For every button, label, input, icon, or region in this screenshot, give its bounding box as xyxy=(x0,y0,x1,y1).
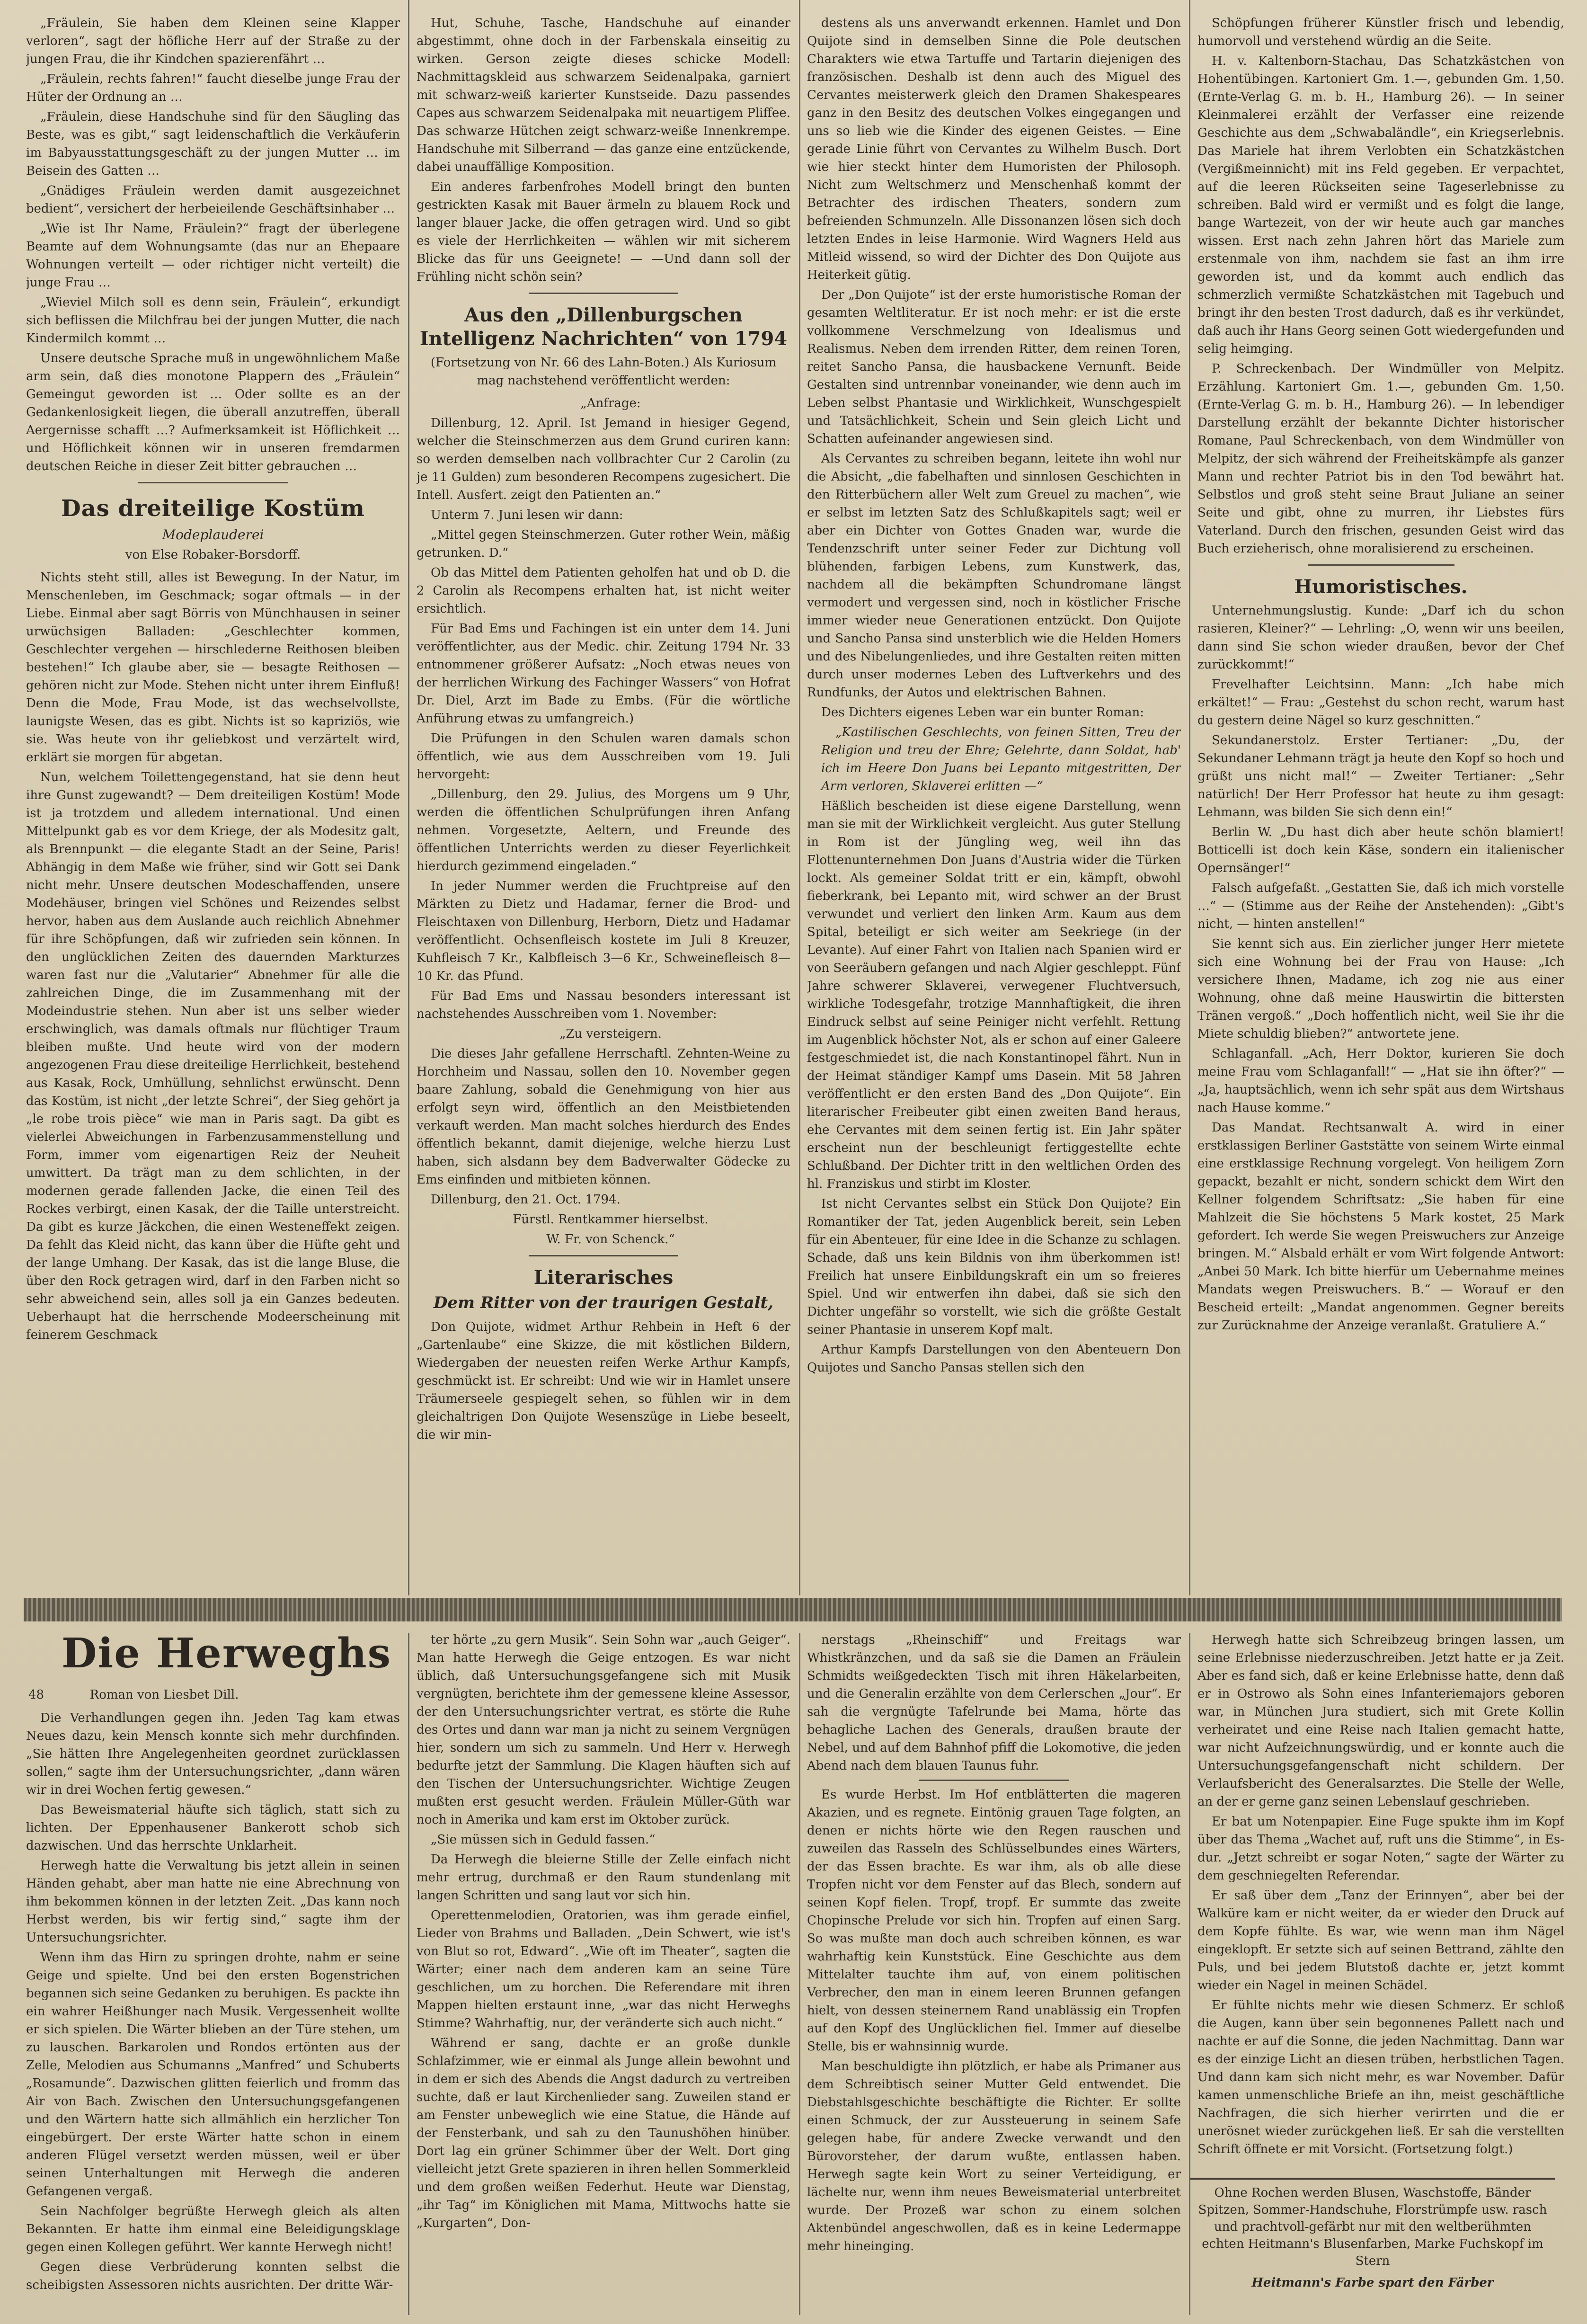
column-rule xyxy=(408,1633,409,2315)
novel-column-3 xyxy=(807,1631,1181,2315)
paragraph: Des Dichters eigenes Leben war ein bunter Roman: xyxy=(821,705,1144,720)
novel-column-4 xyxy=(1197,1631,1564,2173)
paragraph: „Wieviel Milch soll es denn sein, Fräulein“, erkundigt sich beflissen die Milchfrau bei der jungen Mutter, die nach Kindermilch kommt … xyxy=(26,295,400,346)
paragraph: ter hörte „zu gern Musik“. Sein Sohn war „auch Geiger“. Man hatte Herwegh die Geige entzogen. Es war nicht üblich, daß Untersuchungsgefangene sich mit Musik vergnügten, berichtete ihm der gemessene kleine Assessor, der den Untersuchungsrichter vertrat, es störte die Ruhe des Ortes und dann war man ja nicht zu seinem Vergnügen hier, sondern um sich zu sammeln. Und Herr v. Herwegh bedurfte jetzt der Sammlung. Die Klagen häuften sich auf den Tischen der Untersuchungsrichter. Wichtige Zeugen mußten erst gesucht werden. Fräulein Müller-Güth war noch in Amerika und kam erst im Oktober zurück. xyxy=(417,1633,790,1827)
paragraph: „Sie müssen sich in Geduld fassen.“ xyxy=(431,1833,656,1847)
paragraph: Dillenburg, 12. April. Ist Jemand in hiesiger Gegend, welcher die Steinschmerzen aus dem Grund curiren kann: so werden demselben nach vollbrachter Cur 2 Carolin (zu je 11 Gulden) zum besonderen Recompens zugesichert. Die Intell. Ausfert. zeigt den Patienten an.“ xyxy=(417,416,790,502)
article-title-kostuem: Das dreiteilige Kostüm xyxy=(61,495,365,522)
ad-slogan: Heitmann's Farbe spart den Färber xyxy=(1251,2276,1494,2290)
paragraph: Schöpfungen früherer Künstler frisch und lebendig, humorvoll und verstehend würdig an die Seite. xyxy=(1197,16,1564,48)
column-4 xyxy=(1197,14,1564,1595)
paragraph: Herwegh hatte die Verwaltung bis jetzt allein in seinen Händen gehabt, aber man hatte nie eine Abrechnung von ihm bekommen können in der letzten Zeit. „Das kann noch Herbst werden, bis wir fertig sind,“ sagte ihm der Untersuchungsrichter. xyxy=(26,1859,400,1945)
paragraph: Dillenburg, den 21. Oct. 1794. xyxy=(431,1193,621,1207)
paragraph: destens als uns anverwandt erkennen. Hamlet und Don Quijote sind in demselben Sinne die Pole deutschen Charakters wie etwa Tartuffe und Tartarin diejenigen des französischen. Deshalb ist denn auch des Miguel des Cervantes meisterwerk gleich den Dramen Shakespeares ganz in den Besitz des deutschen Volkes eingegangen und uns so lieb wie die Kinder des eigenen Geistes. — Eine gerade Linie führt von Cervantes zu Wilhelm Busch. Dort wie hier steckt hinter dem Humoristen der Philosoph. Nicht zum Weltschmerz und Menschenhaß kommt der Betrachter des irdischen Theaters, sondern zum befreienden Schmunzeln. Alle Dissonanzen lösen sich doch letzten Endes in leise Harmonie. Wird Wagners Held aus Mitleid wissend, so wird der Dichter des Don Quijote aus Heiterkeit gütig. xyxy=(807,16,1181,282)
ad-text: Ohne Rochen werden Blusen, Waschstoffe, Bänder Spitzen, Sommer-Handschuhe, Florstrümpfe usw. rasch und prachtvoll-gefärbt nur mit den weltberühmten echten Heitmann's Blusenfarben, Marke Fuchskopf im Stern xyxy=(1198,2186,1547,2268)
paragraph: Es wurde Herbst. Im Hof entblätterten die mageren Akazien, und es regnete. Eintönig grauen Tage folgten, an denen er nichts hörte wie den Regen rauschen und zuweilen das Rasseln des Schlüsselbundes eines Wärters, der das Essen brachte. Es war ihm, als ob alle diese Tropfen nicht vor dem Fenster auf das Blech, sondern auf seinen Kopf fielen. Tropf, tropf. Er summte das zweite Chopinsche Prelude vor sich hin. Tropfen auf einen Sarg. So was mußte man doch auch schreiben können, es war wahrhaftig kein Kunststück. Eine Geschichte aus dem Mittelalter tauchte ihm auf, von einem politischen Verbrecher, den man in einem leeren Brunnen gefangen hielt, von dessen steinernem Rand unablässig ein Tropfen auf den Kopf des Unglücklichen fiel. Immer auf dieselbe Stelle, bis er wahnsinnig wurde. xyxy=(807,1788,1181,2054)
paragraph: Als Cervantes zu schreiben begann, leitete ihn wohl nur die Absicht, „die fabelhaften und sinnlosen Geschichten in den Ritterbüchern aller Welt zum Greuel zu machen“, wie er selbst im letzten Satz des Schlußkapitels sagt; weil er aber ein Dichter von Gottes Gnaden war, wurde die Tendenzschrift unter seiner Feder zur Dichtung voll blühenden, farbigen Lebens, zum Kunstwerk, das, nachdem all die bekämpften Schundromane längst vermodert und vergessen sind, noch in köstlicher Frische immer wieder neue Generationen entzückt. Don Quijote und Sancho Pansa sind unsterblich wie die Helden Homers und des Nibelungenliedes, und ihre Gestalten reiten mitten durch unser modernes Leben des Luftverkehrs und des Rundfunks, der Autos und elektrischen Bahnen. xyxy=(807,452,1181,700)
paragraph: Schlaganfall. „Ach, Herr Doktor, kurieren Sie doch meine Frau vom Schlaganfall!“ — „Hat sie ihn öfter?“ — „Ja, hauptsächlich, wenn ich sehr spät aus dem Wirtshaus nach Hause komme.“ xyxy=(1197,1047,1564,1115)
paragraph: Nichts steht still, alles ist Bewegung. In der Natur, im Menschenleben, im Geschmack; sogar oftmals — in der Liebe. Einmal aber sagt Börris von Münchhausen in seiner urwüchsigen Balladen: „Geschlechter kommen, Geschlechter vergehen — hirschlederne Reithosen bleiben bestehen!“ Ich glaube aber, sie — besagte Reithosen — gehören nicht zur Mode. Stehen nicht unter ihrem Einfluß! Denn die Mode, Frau Mode, ist das wechselvollste, launigste Wesen, das es gibt. Nichts ist so kapriziös, wie sie. Was heute von ihr geliebkost und verzärtelt wird, erklärt sie morgen für abgetan. xyxy=(26,570,400,765)
section-separator-band xyxy=(24,1598,1562,1621)
paragraph: Nun, welchem Toilettengegenstand, hat sie denn heut ihre Gunst zugewandt? — Dem dreiteiligen Kostüm! Mode ist ja trotzdem und alledem international. Und einen Mittelpunkt gab es vor dem Kriege, der als Modesitz galt, als Brennpunkt — die elegante Stadt an der Seine, Paris! Abhängig in dem Maße wie früher, sind wir Gott sei Dank nicht mehr. Unsere deutschen Modeschaffenden, unsere Modehäuser, bringen viel Schönes und Reizendes selbst hervor, haben aus dem Auslande auch reichlich Abnehmer für ihre Schöpfungen, daß wir zufrieden sein können. In den unglücklichen Zeiten des dauernden Markturzes waren fast nur die „Valutarier“ Abnehmer für alle die zahlreichen Dinge, die im Zusammenhang mit der Modeindustrie stehen. Nun aber ist uns selber wieder erschwinglich, was damals oftmals nur flüchtiger Traum bleiben mußte. Und heute wird von der modern angezogenen Frau diese dreiteilige Herrlichkeit, bestehend aus Kasak, Rock, Umhüllung, sehnlichst erwünscht. Denn das Kostüm, ist nicht „der letzte Schrei“, der Sieg gehört ja „le robe trois pièce“ wie man in Paris sagt. Da gibt es vielerlei Abweichungen in Farbenzusammenstellung und Form, immer vom eigenartigen Reiz der Neuheit umwittert. Da trägt man zu dem schlichten, in der modernen gerade fallenden Jacke, die einen Teil des Rockes verbirgt, einen Kasak, der die Taille unterstreicht. Da gibt es kurze Jäckchen, die einen Westeneffekt zeigen. Da fehlt das Kleid nicht, das kann über die Hüfte geht und der lange Umhang. Der Kasak, das ist die lange Bluse, die über den Rock getragen wird, darf in den Farben nicht so sehr abweichend sein, alles soll ja ein Ganzes bedeuten. Ueberhaupt hat die herrschende Modeerscheinung mit feinerem Geschmack xyxy=(26,770,400,1342)
article-intro: (Fortsetzung von Nr. 66 des Lahn-Boten.) Als Kuriosum mag nachstehend veröffentlicht werden: xyxy=(430,356,777,388)
divider xyxy=(919,1780,1069,1781)
paragraph: Ein anderes farbenfrohes Modell bringt den bunten gestrickten Kasak mit Bauer ärmeln zu blauem Rock und langer blauer Jacke, die offen getragen wird. Und so gibt es viele der Herrlichkeiten — wählen wir mit sicherem Blicke das für uns Geeignete! — —Und dann soll der Frühling nicht schön sein? xyxy=(417,180,790,284)
paragraph: Das Beweismaterial häufte sich täglich, statt sich zu lichten. Der Eppenhausener Bankerott schob sich dazwischen. Und das herrschte Unklarheit. xyxy=(26,1803,400,1853)
paragraph: Sein Nachfolger begrüßte Herwegh gleich als alten Bekannten. Er hatte ihm einmal eine Beleidigungsklage gegen einen Kollegen geführt. Wer kannte Herwegh nicht! xyxy=(26,2204,400,2254)
paragraph: Unsere deutsche Sprache muß in ungewöhnlichem Maße arm sein, daß dies monotone Plappern des „Fräulein“ Gemeingut geworden ist … Oder sollte es an der Gedankenlosigkeit liegen, die überall anzutreffen, überall Aergernisse schafft …? Aufmerksamkeit ist Höflichkeit … und Höflichkeit können wir in unseren fremdarmen deutschen Reiche in dieser Zeit bitter gebrauchen … xyxy=(26,351,400,473)
paragraph: Man beschuldigte ihn plötzlich, er habe als Primaner aus dem Schreibtisch seiner Mutter Geld entwendet. Die Diebstahlsgeschichte beschäftigte die Richter. Er sollte einen Schmuck, der zur Aussteuerung in seinem Safe gelegen habe, für andere Zwecke verwandt und den Bürovorsteher, der darum wußte, entlassen haben. Herwegh sagte kein Wort zu seiner Verteidigung, er lächelte nur, wenn ihm neues Beweismaterial unterbreitet wurde. Der Prozeß war schon zu einem solchen Aktenbündel angeschwollen, daß es in keine Ledermappe mehr hineinging. xyxy=(807,2059,1181,2253)
paragraph: Die Verhandlungen gegen ihn. Jeden Tag kam etwas Neues dazu, kein Mensch konnte sich mehr durchfinden. „Sie hätten Ihre Angelegenheiten geordnet zurücklassen sollen,“ sagte ihm der Untersuchungsrichter, „dann wären wir in drei Wochen fertig gewesen.“ xyxy=(26,1711,400,1797)
paragraph: H. v. Kaltenborn-Stachau, Das Schatzkästchen von Hohentübingen. Kartoniert Gm. 1.—, gebunden Gm. 1,50. (Ernte-Verlag G. m. b. H., Hamburg 26). — In seiner Kleinmalerei erzählt der Verfasser eine reizende Geschichte aus dem „Schwabaländle“, ein Kriegserlebnis. Das Mariele hat ihrem Verlobten ein Schatzkästchen (Vergißmeinnicht) mit ins Feld gegeben. Er verpachtet, auf die leeren Rückseiten seine Tageserlebnisse zu schreiben. Bald wird er vermißt und es folgt die lange, bange Wartezeit, von der wir heute auch gar manches wissen. Erst nach zehn Jahren hört das Mariele zum erstenmale von ihm, nachdem sie fast an ihm irre geworden ist, und da kommt auch endlich das schmerzlich vermißte Schatzkästchen mit Tagebuch und bringt ihr den besten Trost dadurch, daß es ihr verkündet, daß auch ihr Hans Georg seinen Gott wiedergefunden und selig heimging. xyxy=(1197,54,1564,356)
col1-intro xyxy=(26,14,400,475)
column-1 xyxy=(26,14,400,1595)
paragraph: „Fräulein, rechts fahren!“ faucht dieselbe junge Frau der Hüter der Ordnung an … xyxy=(26,72,400,104)
paragraph: Don Quijote, widmet Arthur Rehbein in Heft 6 der „Gartenlaube“ eine Skizze, die mit köstlichen Bildern, Wiedergaben der neuesten reifen Werke Arthur Kampfs, geschmückt ist. Er schreibt: Und wie wir in Hamlet unsere Träumerseele gespiegelt sehen, so fühlen wir in dem gleichaltrigen Don Quijote Wesenszüge in Liebe beseelt, die wir min- xyxy=(417,1320,790,1442)
column-rule xyxy=(1189,0,1190,1595)
paragraph: Das Mandat. Rechtsanwalt A. wird in einer erstklassigen Berliner Gaststätte von seinem Wirte einmal eine erstklassige Rechnung vorgelegt. Von heiligem Zorn gepackt, bezahlt er nicht, sondern schickt dem Wirt den Kellner folgendem Schriftsatz: „Sie haben für eine Mahlzeit die Sie höchstens 5 Mark kostet, 25 Mark gefordert. Ich werde Sie wegen Preiswuchers zur Anzeige bringen. M.“ Alsbald erhält er vom Wirt folgende Antwort: „Anbei 50 Mark. Ich bitte hierfür um Uebernahme meines Mandats wegen Preiswuchers. B.“ — Worauf er den Bescheid erteilt: „Mandat angenommen. Gegner bereits zur Zurücknahme der Anzeige veranlaßt. Gratuliere A.“ xyxy=(1197,1121,1564,1333)
paragraph: Frevelhafter Leichtsinn. Mann: „Ich habe mich erkältet!“ — Frau: „Gestehst du schon recht, warum hast du gestern deine Nägel so kurz geschnitten.“ xyxy=(1197,677,1564,728)
column-rule xyxy=(799,1633,800,2315)
novel-title: Die Herweghs xyxy=(62,1629,392,1677)
installment-number: 48 xyxy=(28,1688,44,1702)
section-title-literarisches: Literarisches xyxy=(533,1266,674,1289)
paragraph: „Fräulein, diese Handschuhe sind für den Säugling das Beste, was es gibt,“ sagt leidenschaftlich die Verkäuferin im Babyausstattungsgeschäft zu der jungen Mutter … im Beisein des Gatten … xyxy=(26,110,400,178)
paragraph: Gegen diese Verbrüderung konnten selbst die scheibigsten Assessoren nichts ausrichten. Der dritte Wär- xyxy=(26,2260,400,2292)
article-title-dillenburg: Aus den „Dillenburgschen Intelligenz Nachrichten“ von 1794 xyxy=(419,304,788,350)
paragraph: Wenn ihm das Hirn zu springen drohte, nahm er seine Geige und spielte. Und bei den ersten Bogenstrichen begannen sich seine Gedanken zu beruhigen. Es packte ihn ein wahrer Heißhunger nach Musik. Vergessenheit wollte er sich spielen. Die Wärter blieben an der Türe stehen, um zu lauschen. Barkarolen und Rondos ertönten aus der Zelle, Melodien aus Schumanns „Manfred“ und Schuberts „Rosamunde“. Dazwischen glitten feierlich und fromm das Air von Bach. Zwischen den Untersuchungsgefangenen und den Wärtern hatte sich allmählich ein herzlicher Ton eingebürgert. Der erste Wärter hatte schon in einem anderen Flügel versetzt werden müssen, weil er über seinen Unterhaltungen mit Herwegh die anderen Gefangenen vergaß. xyxy=(26,1950,400,2199)
divider xyxy=(138,482,288,483)
advertisement-heitmann xyxy=(1190,2178,1555,2310)
paragraph: Sie kennt sich aus. Ein zierlicher junger Herr mietete sich eine Wohnung bei der Frau von Hause: „Ich versichere Ihnen, Madame, ich zog nie aus einer Wohnung, ohne daß meine Hauswirtin die bittersten Tränen vergoß.“ „Doch hoffentlich nicht, weil Sie ihr die Miete schuldig blieben?“ antwortete jene. xyxy=(1197,937,1564,1041)
paragraph: Während er sang, dachte er an große dunkle Schlafzimmer, wie er einmal als Junge allein bewohnt und in dem er sich des Abends die Angst dadurch zu vertreiben suchte, daß er laut Kirchenlieder sang. Zuweilen stand er am Fenster unbeweglich wie eine Statue, die Hände auf der Fensterbank, und sah zu den Taunushöhen hinüber. Dort lag ein grüner Schimmer über der Welt. Dort ging vielleicht jetzt Grete spazieren in ihren hellen Sommerkleid und dem großen weißen Federhut. Heute war Dienstag, „ihr Tag“ im Königlichen mit Mama, Mittwochs hatte sie „Kurgarten“, Don- xyxy=(417,2036,790,2230)
paragraph: Falsch aufgefaßt. „Gestatten Sie, daß ich mich vorstelle …“ — (Stimme aus der Reihe der Anstehenden): „Gibt's nicht, — hinten anstellen!“ xyxy=(1197,881,1564,931)
paragraph: Er saß über dem „Tanz der Erinnyen“, aber bei der Walküre kam er nicht weiter, da er wieder den Druck auf dem Kopfe fühlte. Es war, wie wenn man ihm Nägel eingeklopft. Er setzte sich auf seinen Bettrand, zählte den Puls, und bei jedem Blutstoß dachte er, jetzt kommt wieder ein Nagel in meinen Schädel. xyxy=(1197,1888,1564,1993)
paragraph: Arthur Kampfs Darstellungen von den Abenteuern Don Quijotes und Sancho Pansas stellen sich den xyxy=(807,1343,1181,1375)
paragraph: „Dillenburg, den 29. Julius, des Morgens um 9 Uhr, werden die öffentlichen Schulprüfungen ihren Anfang nehmen. Vorgesetzte, Aeltern, und Freunde des öffentlichen Unterrichts werden zu dieser Feyerlichkeit hierdurch gezimmend eingeladen.“ xyxy=(417,787,790,873)
article-subtitle: Modeplauderei xyxy=(162,527,264,543)
paragraph: P. Schreckenbach. Der Windmüller von Melpitz. Erzählung. Kartoniert Gm. 1.—, gebunden Gm. 1,50. (Ernte-Verlag G. m. b. H., Hamburg 26). — In lebendiger Darstellung erzählt der bekannte Dichter historischer Romane, Paul Schreckenbach, von dem Windmüller von Melpitz, der sich während der Freiheitskämpfe als ganzer Mann und rechter Patriot bis in den Tod bewährt hat. Selbstlos und groß steht seine Braut Juliane an seiner Seite und gibt, ohne zu murren, ihr Liebstes fürs Vaterland. Durch den frischen, gesunden Geist wird das Buch erzieherisch, ohne moralisierend zu erscheinen. xyxy=(1197,362,1564,556)
paragraph: „Fräulein, Sie haben dem Kleinen seine Klapper verloren“, sagt der höfliche Herr auf der Straße zu der jungen Frau, die ihr Kindchen spazierenfährt … xyxy=(26,16,400,66)
article-subhead-ritter: Dem Ritter von der traurigen Gestalt, xyxy=(433,1293,774,1312)
article-byline: von Else Robaker-Borsdorff. xyxy=(125,548,301,562)
paragraph: Hut, Schuhe, Tasche, Handschuhe auf einander abgestimmt, ohne doch in der Farbenskala einseitig zu wirken. Gerson zeigte dieses schicke Modell: Nachmittagskleid aus schwarzem Seidenalpaka, garniert mit schwarz-weiß karierter Kunstseide. Dazu passendes Capes aus schwarzem Seidenalpaka mit neuartigem Pliffee. Das schwarze Hütchen zeigt schwarz-weiße Innenkrempe. Handschuhe mit Silberrand — das ganze eine entzückende, dabei unauffällige Komposition. xyxy=(417,16,790,174)
paragraph: „Anfrage: xyxy=(580,396,641,410)
column-rule xyxy=(408,0,409,1595)
paragraph: Fürstl. Rentkammer hierselbst. xyxy=(513,1212,709,1227)
column-3 xyxy=(807,14,1181,1595)
paragraph: Er bat um Notenpapier. Eine Fuge spukte ihm im Kopf über das Thema „Wachet auf, ruft uns die Stimme“, in Es-dur. „Jetzt schreibt er sogar Noten,“ sagte der Wärter zu dem geschniegelten Referendar. xyxy=(1197,1815,1564,1883)
novel-column-2 xyxy=(417,1631,790,2315)
paragraph: „Gnädiges Fräulein werden damit ausgezeichnet bedient“, versichert der herbeieilende Geschäftsinhaber … xyxy=(26,184,400,216)
paragraph: Herwegh hatte sich Schreibzeug bringen lassen, um seine Erlebnisse niederzuschreiben. Jetzt hatte er ja Zeit. Aber es fand sich, daß er keine Erlebnisse hatte, denn daß er in Ostrowo als Sohn eines Infanteriemajors geboren war, in München Jura studiert, sich mit Grete Kollin verheiratet und eine Reise nach Italien gemacht hatte, war nicht Aufzeichnungswürdig, und er konnte auch die Untersuchungsgefangenschaft nicht schildern. Der Verlaufsbericht des Generalsarztes. Die Stelle der Welle, an der er gerne ganz seinen Lebenslauf geschrieben. xyxy=(1197,1633,1564,1809)
paragraph: Berlin W. „Du hast dich aber heute schön blamiert! Botticelli ist doch kein Käse, sondern ein italienischer Opernsänger!“ xyxy=(1197,825,1564,875)
paragraph: Da Herwegh die bleierne Stille der Zelle einfach nicht mehr ertrug, durchmaß er den Raum stundenlang mit langen Schritten und sang laut vor sich hin. xyxy=(417,1852,790,1903)
paragraph: Sekundanerstolz. Erster Tertianer: „Du, der Sekundaner Lehmann trägt ja heute den Kopf so hoch und grüßt uns nicht mal!“ — Zweiter Tertianer: „Sehr natürlich! Der Herr Professor hat heute zu ihm gesagt: Lehmann, was bilden Sie sich denn ein!“ xyxy=(1197,733,1564,819)
paragraph: Für Bad Ems und Fachingen ist ein unter dem 14. Juni veröffentlichter, aus der Medic. chir. Zeitung 1794 Nr. 33 entnommener größerer Aufsatz: „Noch etwas neues von der herrlichen Wirkung des Fachinger Wassers“ von Hofrat Dr. Diel, Arzt im Bade zu Embs. (Für die wörtliche Anführung etwas zu umfangreich.) xyxy=(417,622,790,726)
novel-column-1 xyxy=(26,1709,400,2315)
paragraph: „Mittel gegen Steinschmerzen. Guter rother Wein, mäßig getrunken. D.“ xyxy=(417,528,790,560)
column-2 xyxy=(417,14,790,1595)
column-rule xyxy=(799,0,800,1595)
paragraph: Für Bad Ems und Nassau besonders interessant ist nachstehendes Ausschreiben vom 1. November: xyxy=(417,989,790,1021)
paragraph: Der „Don Quijote“ ist der erste humoristische Roman der gesamten Weltliteratur. Er ist noch mehr: er ist die erste vollkommene Verschmelzung von Idealismus und Realismus. Neben dem irrenden Ritter, dem reinen Toren, reitet Sancho Pansa, die hausbackene Vernunft. Beide Gestalten sind untrennbar voneinander, wie denn auch im Leben selbst Phantasie und Wirklichkeit, Wunschgespielt und Tatsächlichkeit, Schein und Sein gleich Licht und Schatten aufeinander angewiesen sind. xyxy=(807,288,1181,446)
paragraph: Operettenmelodien, Oratorien, was ihm gerade einfiel, Lieder von Brahms und Balladen. „Dein Schwert, wie ist's von Blut so rot, Edward“. „Wie oft im Theater“, sagten die Wärter; einer nach dem anderen kam an seine Türe geschlichen, um zu horchen. Die Referendare mit ihren Mappen hielten erstaunt inne, „war das nicht Herweghs Stimme? Wahrhaftig, nur, der veränderte sich auch nicht.“ xyxy=(417,1908,790,2030)
paragraph: Die Prüfungen in den Schulen waren damals schon öffentlich, wie aus dem Ausschreiben vom 19. Juli hervorgeht: xyxy=(417,731,790,782)
paragraph: Ob das Mittel dem Patienten geholfen hat und ob D. die 2 Carolin als Recompens erhalten hat, ist nicht weiter ersichtlich. xyxy=(417,566,790,616)
paragraph: „Zu versteigern. xyxy=(559,1027,662,1041)
paragraph: Häßlich bescheiden ist diese eigene Darstellung, wenn man sie mit der Wirklichkeit vergleicht. Aus guter Stellung in Rom ist der Jüngling weg, weil ihn das Flottenunternehmen Don Juans d'Austria wider die Türken lockt. Als gemeiner Soldat tritt er ein, kämpft, obwohl fieberkrank, bei Lepanto mit, wird schwer an der Brust verwundet und verliert den linken Arm. Kaum aus dem Spital, beteiligt er sich weiter am Seekriege (in der Levante). Auf einer Fahrt von Italien nach Spanien wird er von Seeräubern gefangen und nach Algier geschleppt. Fünf Jahre schwerer Sklaverei, verwegener Fluchtversuch, wirkliche Todesgefahr, trotzige Mannhaftigkeit, die ihren Eindruck selbst auf seine Peiniger nicht verfehlt. Rettung im Augenblick höchster Not, als er schon auf einer Galeere festgeschmiedet ist, die nach Konstantinopel fährt. Nun in der Heimat ständiger Kampf ums Dasein. Mit 58 Jahren veröffentlicht er den ersten Band des „Don Quijote“. Ein literarischer Freibeuter gibt einen zweiten Band heraus, ehe Cervantes mit dem seinen fertig ist. Ein Jahr später erscheint nun der beschleunigt fertiggestellte echte Schlußband. Der Dichter tritt in den weltlichen Orden des hl. Franziskus und stirbt im Kloster. xyxy=(807,799,1181,1191)
paragraph: Unternehmungslustig. Kunde: „Darf ich du schon rasieren, Kleiner?“ — Lehrling: „O, wenn wir uns beeilen, dann sind Sie schon wieder draußen, bevor der Chef zurückkommt!“ xyxy=(1197,604,1564,672)
paragraph: nerstags „Rheinschiff“ und Freitags war Whistkränzchen, und da saß sie die Damen an Fräulein Schmidts weißgedeckten Tisch mit ihren Häkelarbeiten, und die Generalin erzählte von dem Cerlerschen „Jour“. Er sah die vergnügte Tafelrunde bei Mama, hörte das behagliche Lachen des Generals, draußen braute der Nebel, und auf dem Bahnhof pfiff die Lokomotive, die jeden Abend nach dem blauen Taunus fuhr. xyxy=(807,1633,1181,1773)
paragraph: Er fühlte nichts mehr wie diesen Schmerz. Er schloß die Augen, kann über sein begonnenes Pallett nach und nachte er auf die Sonne, die jeden Nachmittag. Dann war es der einzige Licht an diesen trüben, herbstlichen Tagen. Und dann kam sich nicht mehr, es war November. Dafür kamen unmenschliche Briefe an ihn, meist geschäftliche Nachfragen, die sich hierher verirrten und die er unerösnet wieder zurückgehen ließ. Er sah die verstellten Schrift öffnete er mit Vorsicht. (Fortsetzung folgt.) xyxy=(1197,1998,1564,2156)
section-title-humoristisches: Humoristisches. xyxy=(1294,576,1468,598)
novel-author: Roman von Liesbet Dill. xyxy=(89,1688,239,1702)
divider xyxy=(1308,564,1454,566)
paragraph: In jeder Nummer werden die Fruchtpreise auf den Märkten zu Dietz und Hadamar, ferner die Brod- und Fleischtaxen von Dillenburg, Herborn, Dietz und Hadamar veröffentlicht. Ochsenfleisch kostete im Juli 8 Kreuzer, Kuhfleisch 7 Kr., Kalbfleisch 3—6 Kr., Schweinefleisch 8—10 Kr. das Pfund. xyxy=(417,879,790,983)
paragraph: Unterm 7. Juni lesen wir dann: xyxy=(431,508,623,522)
paragraph: „Wie ist Ihr Name, Fräulein?“ fragt der überlegene Beamte auf dem Wohnungsamte (das nur an Ehepaare Wohnungen verteilt — oder richtiger nicht verteilt) die junge Frau … xyxy=(26,222,400,290)
divider xyxy=(529,1255,678,1256)
divider xyxy=(529,293,678,294)
verse: „Kastilischen Geschlechts, von feinen Sitten, Treu der Religion und treu der Ehre; Gelehrte, dann Soldat, hab' ich im Heere Don Juans bei Lepanto mitgestritten, Der Arm verloren, Sklaverei erlitten —“ xyxy=(821,725,1181,793)
novel-byline xyxy=(28,1688,239,1702)
paragraph: W. Fr. von Schenck.“ xyxy=(546,1232,675,1247)
paragraph: Die dieses Jahr gefallene Herrschaftl. Zehnten-Weine zu Horchheim und Nassau, sollen den 10. November gegen baare Zahlung, sobald die Genehmigung von hier aus erfolgt seyn wird, öffentlich an den Meistbietenden verkauft werden. Man macht solches hierdurch des Endes öffentlich bekannt, damit diejenige, welche hierzu Lust haben, sich alsdann bey dem Badverwalter Gödecke zu Ems einfinden und mitbieten können. xyxy=(417,1047,790,1187)
paragraph: Ist nicht Cervantes selbst ein Stück Don Quijote? Ein Romantiker der Tat, jeden Augenblick bereit, sein Leben für ein Abenteuer, für eine Idee in die Schanze zu schlagen. Schade, daß uns kein Bildnis von ihm überkommen ist! Freilich hat unsere Einbildungskraft ein um so freieres Spiel. Und wir entwerfen ihn dabei, daß sie sich den Dichter ungefähr so vorstellt, wie sich die größte Gestalt seiner Phantasie in unserem Kopf malt. xyxy=(807,1197,1181,1337)
